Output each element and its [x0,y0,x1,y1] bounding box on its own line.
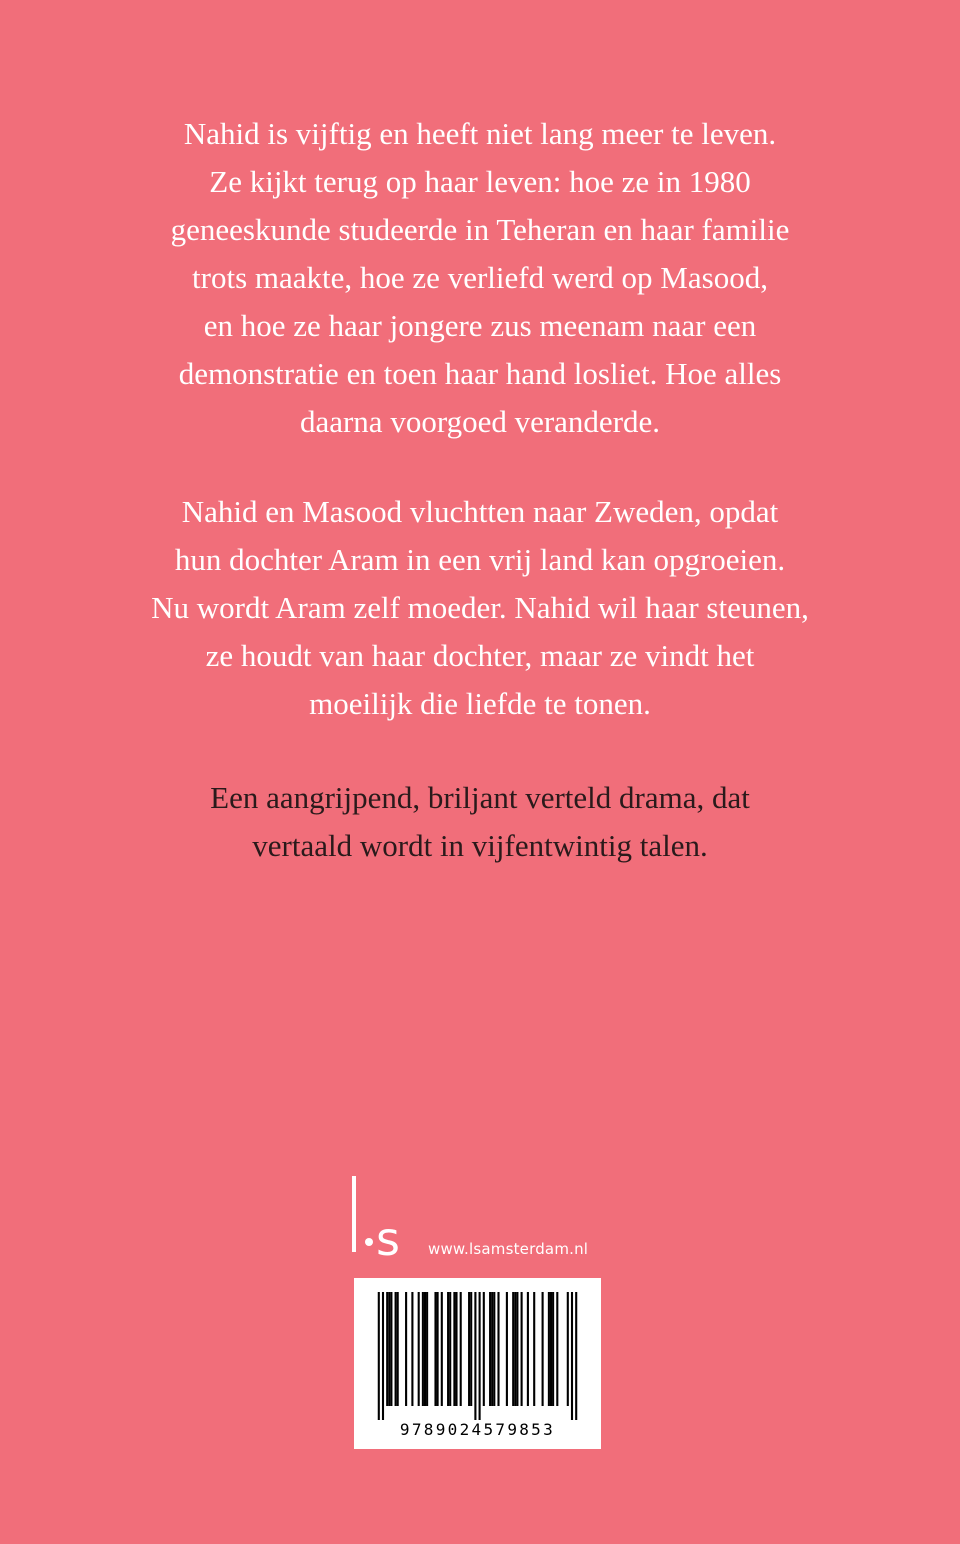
barcode-bar [395,1292,397,1406]
barcode-bar [489,1292,491,1406]
blurb-line: hun dochter Aram in een vrij land kan opgroeien. [174,542,786,577]
barcode-bar [434,1292,436,1406]
barcode-bar [424,1292,426,1406]
blurb-line: demonstratie en toen haar hand losliet. Hoe alles [178,356,782,391]
barcode-bar [455,1292,457,1406]
barcode-bar [474,1292,476,1420]
barcode-bar [437,1292,439,1406]
barcode-bar [422,1292,424,1406]
barcode-bar [548,1292,550,1406]
tagline [0,774,960,870]
barcode-bar [441,1292,443,1406]
barcode [354,1278,601,1449]
isbn-number: 9789024579853 [399,1420,556,1439]
barcode-bar [483,1292,485,1406]
logo-dot-icon [365,1238,373,1246]
barcode-bar [567,1292,569,1406]
barcode-bar [552,1292,554,1406]
blurb-paragraph-1 [0,110,960,446]
barcode-bar [506,1292,508,1406]
barcode-bar [514,1292,516,1406]
barcode-bar [378,1292,380,1420]
barcode-bar [556,1292,558,1406]
barcode-bar [479,1292,481,1420]
barcode-bar [453,1292,455,1406]
blurb-line: Ze kijkt terug op haar leven: hoe ze in 1980 [209,164,751,199]
barcode-bar [491,1292,493,1406]
blurb-line: moeilijk die liefde te tonen. [309,686,651,721]
barcode-bar [418,1292,420,1406]
blurb-line: Nu wordt Aram zelf moeder. Nahid wil haar steunen, [151,590,809,625]
publisher-logo [352,1176,422,1266]
barcode-bar [497,1292,499,1406]
blurb-line: Nahid is vijftig en heeft niet lang meer te leven. [183,116,777,151]
barcode-bar [468,1292,470,1406]
logo-s-icon: s [376,1212,400,1266]
blurb-line: ze houdt van haar dochter, maar ze vindt het [205,638,755,673]
barcode-bar [575,1292,577,1420]
barcode-bar [447,1292,449,1406]
barcode-bar [411,1292,413,1406]
barcode-bar [405,1292,407,1406]
tagline-line: Een aangrijpend, briljant verteld drama, dat [210,780,750,815]
barcode-bar [533,1292,535,1406]
barcode-bar [382,1292,384,1420]
barcode-bar [521,1292,523,1406]
barcode-bar [449,1292,451,1406]
barcode-bar [493,1292,495,1406]
publisher-website: www.lsamsterdam.nl [428,1240,589,1258]
logo-bar-icon [352,1176,356,1252]
barcode-bar [397,1292,399,1406]
barcode-bar [426,1292,428,1406]
barcode-bar [516,1292,518,1406]
barcode-bar [550,1292,552,1406]
barcode-bar [542,1292,544,1406]
blurb-paragraph-2 [0,488,960,728]
tagline-line: vertaald wordt in vijfentwintig talen. [252,828,708,863]
barcode-bar [470,1292,472,1406]
barcode-bar [571,1292,573,1420]
barcode-bar [386,1292,388,1406]
barcode-bars-icon [376,1292,579,1420]
blurb-line: en hoe ze haar jongere zus meenam naar een [203,308,757,343]
barcode-bar [460,1292,462,1406]
barcode-bar [527,1292,529,1406]
blurb-line: trots maakte, hoe ze verliefd werd op Masood, [192,260,768,295]
barcode-bar [390,1292,392,1406]
blurb-line: geneeskunde studeerde in Teheran en haar familie [170,212,790,247]
blurb-line: daarna voorgoed veranderde. [299,404,661,439]
barcode-bar [388,1292,390,1406]
barcode-bar [512,1292,514,1406]
blurb-line: Nahid en Masood vluchtten naar Zweden, opdat [181,494,779,529]
